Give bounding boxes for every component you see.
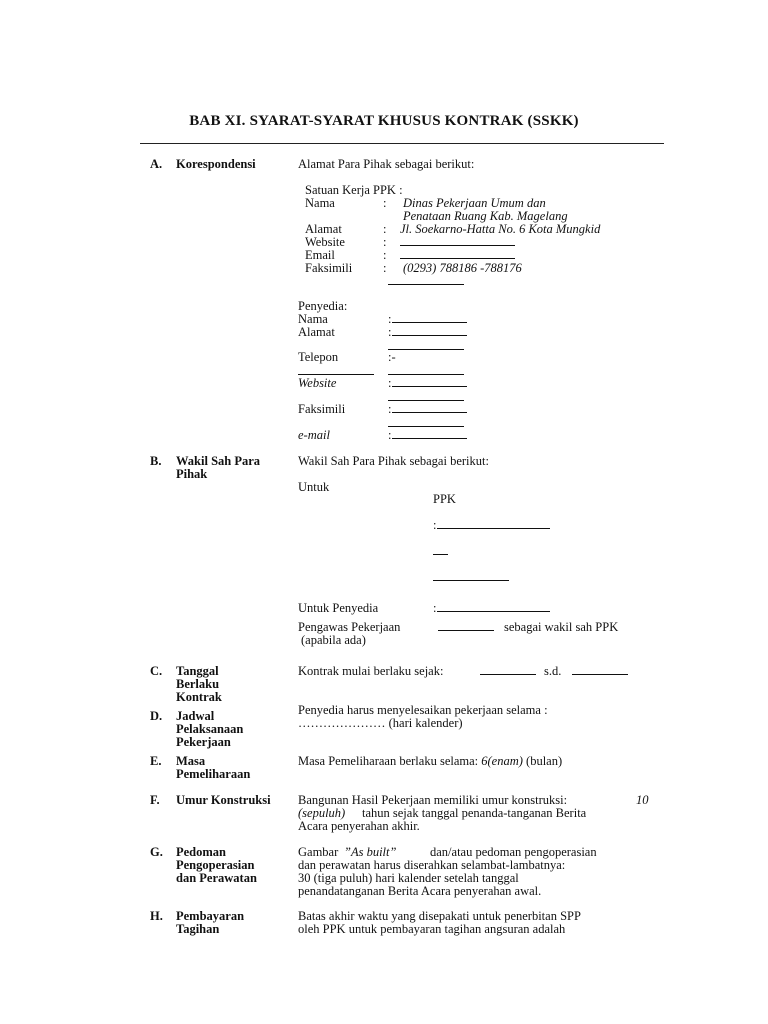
section-e-label-1: Masa (176, 754, 206, 768)
pengawas-text-b: sebagai wakil sah PPK (504, 620, 619, 634)
section-f-line-2a: (sepuluh) (298, 806, 346, 820)
penyedia-email-label: e-mail (298, 428, 330, 442)
section-g-label-3: dan Perawatan (176, 871, 257, 885)
penyedia-wakil-colon: : (433, 601, 437, 615)
ppk-label: PPK (433, 492, 456, 506)
section-c-text-a: Kontrak mulai berlaku sejak: (298, 664, 444, 678)
section-b-label-2: Pihak (176, 467, 208, 481)
section-e-text-a: Masa Pemeliharaan berlaku selama: (298, 754, 479, 768)
section-a-letter: A. (150, 157, 163, 171)
penyedia-heading: Penyedia: (298, 299, 348, 313)
ppk-email-label: Email (305, 248, 335, 262)
section-g-line-4: penandatanganan Berita Acara penyerahan awal. (298, 884, 542, 898)
penyedia-telepon-blank-2 (388, 374, 464, 375)
ppk-alamat-label: Alamat (305, 222, 342, 236)
section-g-line-3: 30 (tiga puluh) hari kalender setelah tanggal (298, 871, 519, 885)
section-c-label-1: Tanggal (176, 664, 219, 678)
section-g-line-1c: dan/atau pedoman pengoperasian (430, 845, 597, 859)
penyedia-telepon-label: Telepon (298, 350, 339, 364)
section-d-letter: D. (150, 709, 163, 723)
section-h-line-1: Batas akhir waktu yang disepakati untuk penerbitan SPP (298, 909, 581, 923)
section-f-letter: F. (150, 793, 160, 807)
section-g-line-1b: ”As built” (344, 845, 397, 859)
penyedia-faksimili-blank-1 (392, 412, 467, 413)
ppk-wakil-blank (437, 528, 550, 529)
ppk-faksimili-label: Faksimili (305, 261, 353, 275)
section-f-label: Umur Konstruksi (176, 793, 271, 807)
section-f-line-1a: Bangunan Hasil Pekerjaan memiliki umur konstruksi: (298, 793, 568, 807)
section-h-letter: H. (150, 909, 163, 923)
untuk-penyedia-label: Untuk Penyedia (298, 601, 379, 615)
ppk-email-colon: : (383, 248, 387, 262)
section-e-letter: E. (150, 754, 162, 768)
section-g-label-2: Pengoperasian (176, 858, 255, 872)
penyedia-telepon-value: :- (388, 350, 396, 364)
ppk-nama-value-2: Penataan Ruang Kab. Magelang (403, 209, 568, 223)
ppk-nama-value-1: Dinas Pekerjaan Umum dan (403, 196, 546, 210)
penyedia-nama-label: Nama (298, 312, 328, 326)
section-g-line-1a: Gambar (298, 845, 339, 859)
section-f-line-2b: tahun sejak tanggal penanda-tanganan Berita (362, 806, 587, 820)
ppk-faksimili-blank (388, 284, 464, 285)
section-c-blank-1 (480, 674, 536, 675)
section-a-label: Korespondensi (176, 157, 256, 171)
section-f-line-1b: 10 (636, 793, 649, 807)
ppk-wakil-blank-2 (433, 554, 448, 555)
section-c-label-2: Berlaku (176, 677, 220, 691)
section-f-line-3: Acara penyerahan akhir. (298, 819, 420, 833)
ppk-website-colon: : (383, 235, 387, 249)
section-g-letter: G. (150, 845, 163, 859)
section-b-letter: B. (150, 454, 162, 468)
ppk-website-blank (400, 245, 515, 246)
penyedia-website-label: Website (298, 376, 337, 390)
untuk-label: Untuk (298, 480, 330, 494)
ppk-heading: Satuan Kerja PPK : (305, 183, 403, 197)
penyedia-email-colon: : (388, 428, 392, 442)
penyedia-wakil-blank (437, 611, 550, 612)
ppk-alamat-value: Jl. Soekarno-Hatta No. 6 Kota Mungkid (400, 222, 601, 236)
penyedia-website-blank-1 (392, 386, 467, 387)
section-b-intro: Wakil Sah Para Pihak sebagai berikut: (298, 454, 489, 468)
section-h-line-2: oleh PPK untuk pembayaran tagihan angsuran adalah (298, 922, 566, 936)
penyedia-alamat-label: Alamat (298, 325, 335, 339)
penyedia-faksimili-colon: : (388, 402, 392, 416)
penyedia-email-blank (392, 438, 467, 439)
ppk-email-blank (400, 258, 515, 259)
section-g-line-2: dan perawatan harus diserahkan selambat-lambatnya: (298, 858, 566, 872)
page-title: BAB XI. SYARAT-SYARAT KHUSUS KONTRAK (SSKK) (189, 113, 579, 129)
penyedia-website-blank-2 (388, 400, 464, 401)
pengawas-blank (438, 630, 494, 631)
section-d-line-2: ………………… (hari kalender) (298, 716, 463, 730)
penyedia-telepon-blank-1 (298, 374, 374, 375)
ppk-wakil-colon: : (433, 518, 437, 532)
penyedia-faksimili-blank-2 (388, 426, 464, 427)
section-a-intro: Alamat Para Pihak sebagai berikut: (298, 157, 475, 171)
section-e-label-2: Pemeliharaan (176, 767, 251, 781)
ppk-nama-colon: : (383, 196, 387, 210)
penyedia-nama-blank (392, 322, 467, 323)
pengawas-text-c: (apabila ada) (301, 633, 366, 647)
section-e-text-b: 6(enam) (481, 754, 523, 768)
pengawas-text-a: Pengawas Pekerjaan (298, 620, 401, 634)
ppk-website-label: Website (305, 235, 345, 249)
section-h-label-1: Pembayaran (176, 909, 245, 923)
section-e-text (298, 754, 562, 768)
section-e-text-c: (bulan) (526, 754, 563, 768)
ppk-faksimili-value: (0293) 788186 -788176 (403, 261, 522, 275)
section-g-label-1: Pedoman (176, 845, 226, 859)
penyedia-website-colon: : (388, 376, 392, 390)
title-divider (140, 143, 664, 144)
section-c-letter: C. (150, 664, 163, 678)
ppk-alamat-colon: : (383, 222, 387, 236)
section-h-label-2: Tagihan (176, 922, 220, 936)
section-c-blank-2 (572, 674, 628, 675)
section-d-label-3: Pekerjaan (176, 735, 231, 749)
penyedia-faksimili-label: Faksimili (298, 402, 346, 416)
ppk-faksimili-colon: : (383, 261, 387, 275)
section-d-line-1: Penyedia harus menyelesaikan pekerjaan selama : (298, 703, 548, 717)
penyedia-alamat-blank-1 (392, 335, 467, 336)
penyedia-alamat-colon: : (388, 325, 392, 339)
section-b-label-1: Wakil Sah Para (176, 454, 261, 468)
section-c-label-3: Kontrak (176, 690, 222, 704)
ppk-nama-label: Nama (305, 196, 335, 210)
penyedia-nama-colon: : (388, 312, 392, 326)
penyedia-alamat-blank-2 (388, 349, 464, 350)
section-d-label-1: Jadwal (176, 709, 215, 723)
section-d-label-2: Pelaksanaan (176, 722, 244, 736)
ppk-wakil-blank-3 (433, 580, 509, 581)
section-c-text-b: s.d. (544, 664, 562, 678)
